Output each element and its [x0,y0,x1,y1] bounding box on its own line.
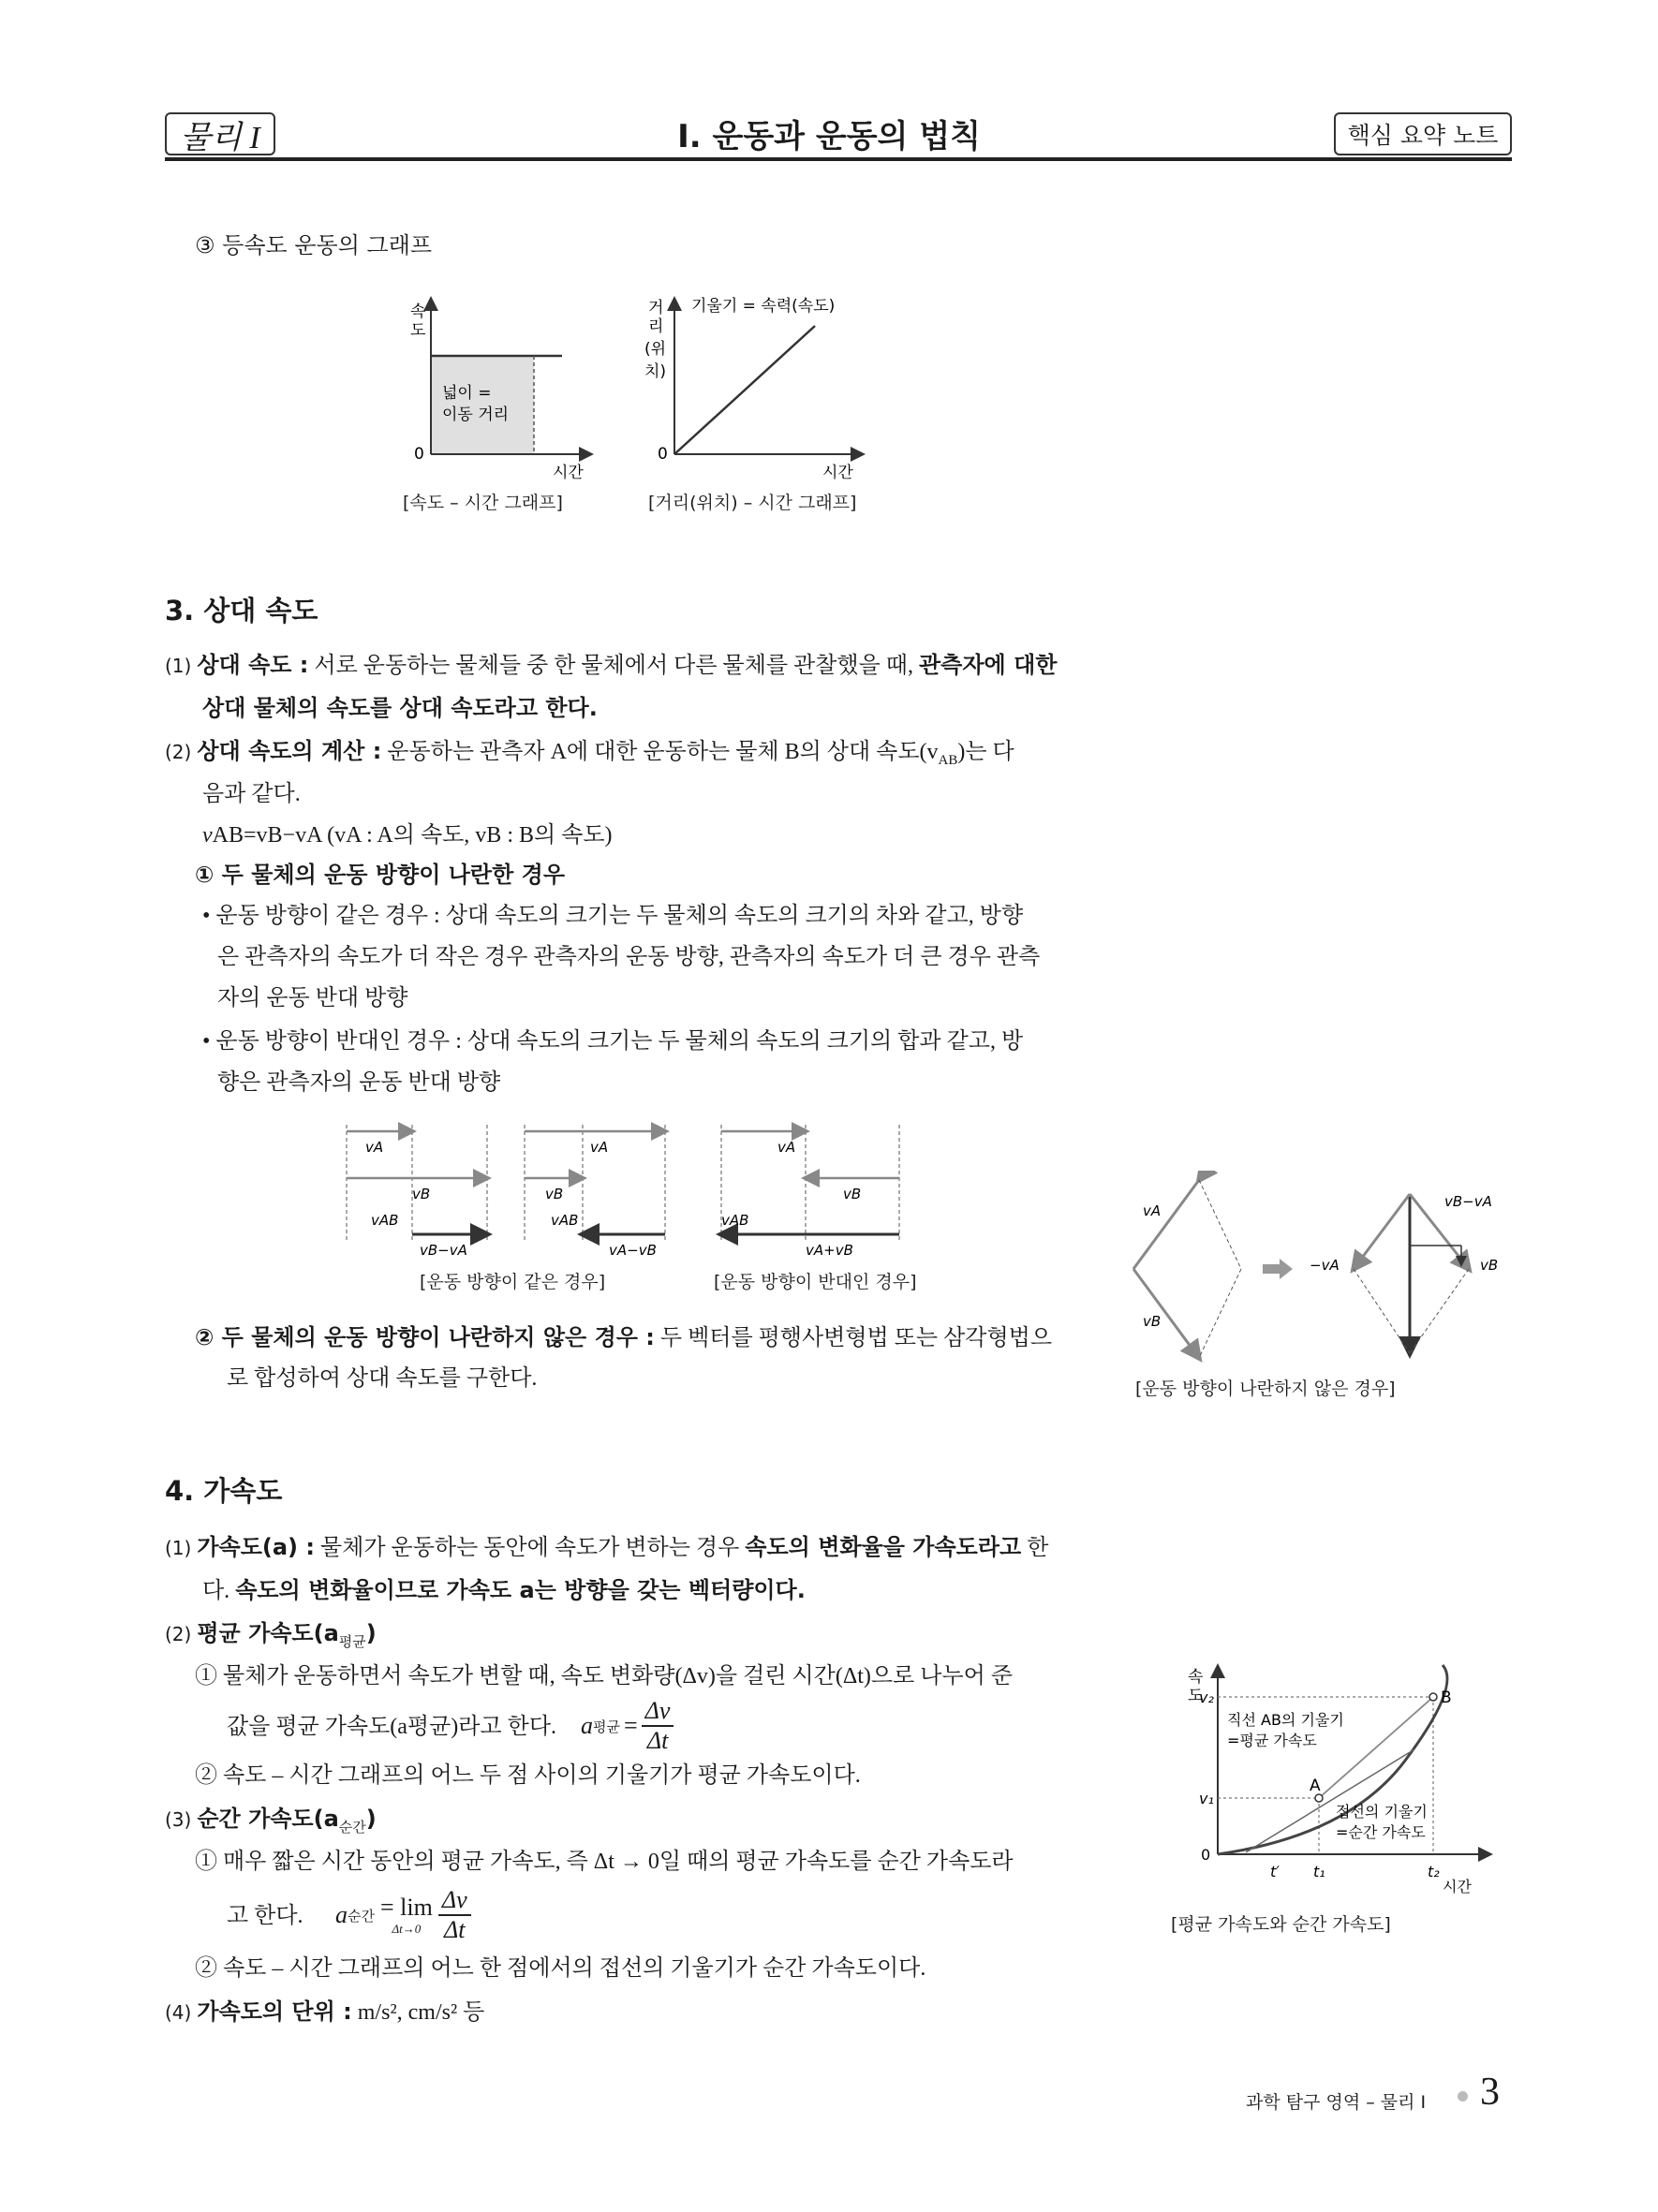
parallel-vector-diagrams [337,1120,918,1261]
lim-sub: Δt→0 [392,1922,422,1936]
area-label-2: 이동 거리 [442,406,510,424]
s4-item2-sub1: ① 물체가 운동하면서 속도가 변할 때, 속도 변화량(Δv)을 걸린 시간(Δt)으로 나누어 준 [195,1664,1014,1688]
s3-item2-line2: 음과 같다. [202,782,301,806]
tangent-label-2: =순간 가속도 [1336,1823,1426,1841]
header-rule [165,157,1512,161]
label-vAB: vAB [551,1212,579,1229]
emphasis: 속도의 변화율이므로 가속도 a는 방향을 갖는 벡터량이다. [235,1577,806,1603]
s4-item3-sub1-line2: 고 한다. [227,1904,303,1928]
chord-label-2: =평균 가속도 [1227,1732,1317,1749]
note-tag [1334,112,1512,155]
term: 가속도의 단위 : [197,1998,352,2025]
caption-nonparallel: [운동 방향이 나란하지 않은 경우] [1135,1379,1396,1399]
distance-time-graph [637,290,881,487]
footer-text: 과학 탐구 영역 – 물리 I [1246,2092,1427,2113]
s4-item4 [165,1997,484,2028]
caption-accel-graph: [평균 가속도와 순간 가속도] [1171,1914,1391,1935]
formula-lhs: a [335,1901,348,1928]
label-vAB: vAB [371,1212,399,1229]
s4-item2-sub1-line2: 값을 평균 가속도(a평균)라고 한다. [227,1715,557,1739]
t-prime-label: t′ [1270,1863,1280,1880]
section4-title: 4. 가속도 [165,1475,283,1507]
label-vAB: vAB [721,1212,749,1229]
acceleration-graph [1162,1658,1508,1901]
section3-title: 3. 상대 속도 [165,595,318,627]
caption-opposite: [운동 방향이 반대인 경우] [714,1272,917,1292]
caption-vt: [속도 – 시간 그래프] [403,493,563,513]
label-vB-minus-vA: vB−vA [1444,1193,1492,1210]
transform-arrow [1263,1264,1280,1274]
xlabel: 시간 [822,464,853,482]
item-tail: 한 [1021,1536,1049,1560]
item-number: (1) [165,655,192,677]
inst-accel-formula [335,1886,471,1944]
distance-line [674,326,815,454]
term: 평균 가속도(a [197,1620,339,1646]
origin-label: 0 [1201,1846,1211,1864]
item-text: 서로 운동하는 물체들 중 한 물체에서 다른 물체를 관찰했을 때, [308,654,919,678]
ylabel-1: 속 [1188,1668,1204,1687]
t2-label: t₂ [1428,1863,1440,1880]
item-text: 물체가 운동하는 동안에 속도가 변하는 경우 [314,1536,746,1560]
point-A-marker [1315,1794,1323,1802]
formula-sub: 평균 [593,1719,620,1735]
item-number: (4) [165,2001,192,2024]
case2-title: ② 두 물체의 운동 방향이 나란하지 않은 경우 : [195,1324,655,1350]
denominator: Δt [646,1727,669,1754]
t1-label: t₁ [1313,1863,1325,1880]
item-number: (3) [165,1808,192,1831]
ylabel-1: 거 [648,299,664,317]
ylabel-2: 도 [410,321,426,340]
label-vB: vB [1143,1313,1162,1330]
label-vB: vB [843,1186,862,1202]
subscript: AB [938,752,958,768]
xlabel: 시간 [1443,1878,1472,1895]
bullet1-line3: 자의 운동 반대 방향 [217,986,408,1010]
label-vA: vA [590,1139,609,1156]
s4-item3 [165,1804,377,1843]
chapter-title: Ⅰ. 운동과 운동의 법칙 [677,118,981,155]
label-vB: vB [1480,1257,1499,1274]
case2-text: 두 벡터를 평행사변형법 또는 삼각형법으 [654,1326,1053,1350]
v2-label: v₂ [1199,1688,1214,1706]
item-number: (1) [165,1537,192,1559]
bullet2-line1: • 운동 방향이 반대인 경우 : 상대 속도의 크기는 두 물체의 속도의 크기의 합과 같고, 방 [202,1029,1024,1054]
s4-item1-line2 [202,1575,806,1606]
uniform-motion-heading: ③ 등속도 운동의 그래프 [195,232,433,258]
s4-item2-sub2: ② 속도 – 시간 그래프의 어느 두 점 사이의 기울기가 평균 가속도이다. [195,1763,861,1788]
diagram-opposite-direction [721,1125,899,1259]
caption-dt: [거리(위치) – 시간 그래프] [648,493,857,513]
s3-formula [202,820,613,850]
diagram-same-direction-2 [525,1125,665,1259]
nonparallel-vector-diagram [1124,1171,1517,1367]
term: 순간 가속도(a [197,1806,339,1832]
ylabel-2: 리 [648,317,664,336]
slope-label: 기울기 = 속력(속도) [691,297,836,316]
formula-lhs: a [581,1712,593,1739]
area-label-1: 넓이 = [442,384,492,403]
xlabel: 시간 [553,464,584,482]
denominator: Δt [443,1916,466,1943]
label-vB: vB [412,1186,431,1202]
origin-label: 0 [658,445,668,464]
bullet1-line2: 은 관측자의 속도가 더 작은 경우 관측자의 운동 방향, 관측자의 속도가 더 큰 경우 관측 [217,945,1041,969]
point-A-label: A [1310,1777,1321,1795]
formula-sub: 순간 [348,1909,375,1924]
avg-accel-formula [581,1697,674,1755]
diagram-same-direction-1 [347,1125,487,1259]
bullet1-line1: • 운동 방향이 같은 경우 : 상대 속도의 크기는 두 물체의 속도의 크기의 차와 같고, 방향 [202,904,1024,928]
s3-item2 [165,736,1014,775]
fraction [642,1697,674,1755]
label-vA-minus-vB: vA−vB [609,1242,657,1259]
term: 상대 속도의 계산 : [197,738,382,764]
item-number: (2) [165,1623,192,1645]
subscript: 순간 [338,1820,366,1836]
point-B-label: B [1441,1688,1452,1707]
point-B-marker [1429,1693,1437,1701]
note-tag-label: 핵심 요약 노트 [1347,122,1499,149]
v1-label: v₁ [1199,1790,1214,1807]
ylabel-3: (위 [644,340,667,359]
s3-item1-line2: 상대 물체의 속도를 상대 속도라고 한다. [202,695,598,721]
formula-var: v [202,823,213,848]
term: 가속도(a) : [197,1534,315,1560]
velocity-time-graph [393,290,609,487]
footer-dot [1458,2091,1468,2101]
text: 다. [202,1579,236,1603]
label-vA: vA [365,1139,384,1156]
close-paren: ) [365,1806,377,1832]
s4-item3-sub2: ② 속도 – 시간 그래프의 어느 한 점에서의 접선의 기울기가 순간 가속도이다. [195,1956,926,1981]
s4-item1 [165,1532,1048,1563]
label-vA: vA [777,1139,796,1156]
origin-label: 0 [414,445,424,464]
subject-label: 물리 I [180,120,260,155]
case2 [195,1322,1052,1353]
s3-item1 [165,650,1057,681]
subscript: 평균 [338,1634,366,1650]
formula-eq: = [623,1712,638,1739]
label-vB: vB [545,1186,564,1202]
ylabel-1: 속 [410,302,426,321]
page-number: 3 [1480,2071,1500,2114]
ylabel-2: 도 [1188,1687,1204,1705]
emphasis: 관측자에 대한 [919,652,1058,678]
case1-title: ① 두 물체의 운동 방향이 나란한 경우 [195,862,566,888]
close-paren: ) [365,1620,377,1646]
formula-text: AB=vB−vA (vA : A의 속도, vB : B의 속도) [212,823,613,848]
item-text: 운동하는 관측자 A에 대한 운동하는 물체 B의 상대 속도(v [381,740,939,764]
s4-item2 [165,1618,377,1658]
bullet2-line2: 향은 관측자의 운동 반대 방향 [217,1070,501,1095]
case2-line2: 로 합성하여 상대 속도를 구한다. [227,1366,538,1391]
label-minus-vA: −vA [1310,1257,1340,1274]
limit [380,1894,433,1937]
label-vA: vA [1143,1202,1162,1219]
tangent-label-1: 접선의 기울기 [1336,1803,1428,1821]
numerator: Δv [438,1886,471,1916]
ylabel-4: 치) [644,362,667,381]
label-vB-minus-vA: vB−vA [420,1242,467,1259]
chord-label-1: 직선 AB의 기울기 [1227,1711,1344,1729]
s4-item3-sub1: ① 매우 짧은 시간 동안의 평균 가속도, 즉 Δt → 0일 때의 평균 가속도를 순간 가속도라 [195,1850,1014,1874]
lim-text: = lim [379,1894,433,1921]
label-vA-plus-vB: vA+vB [806,1242,853,1259]
caption-same: [운동 방향이 같은 경우] [420,1272,606,1292]
numerator: Δv [642,1697,674,1727]
term: 상대 속도 : [197,652,309,678]
fraction [438,1886,471,1944]
item-tail: )는 다 [957,740,1014,764]
emphasis: 속도의 변화율을 가속도라고 [745,1534,1022,1560]
item-text: m/s², cm/s² 등 [351,2000,485,2025]
item-number: (2) [165,741,192,763]
